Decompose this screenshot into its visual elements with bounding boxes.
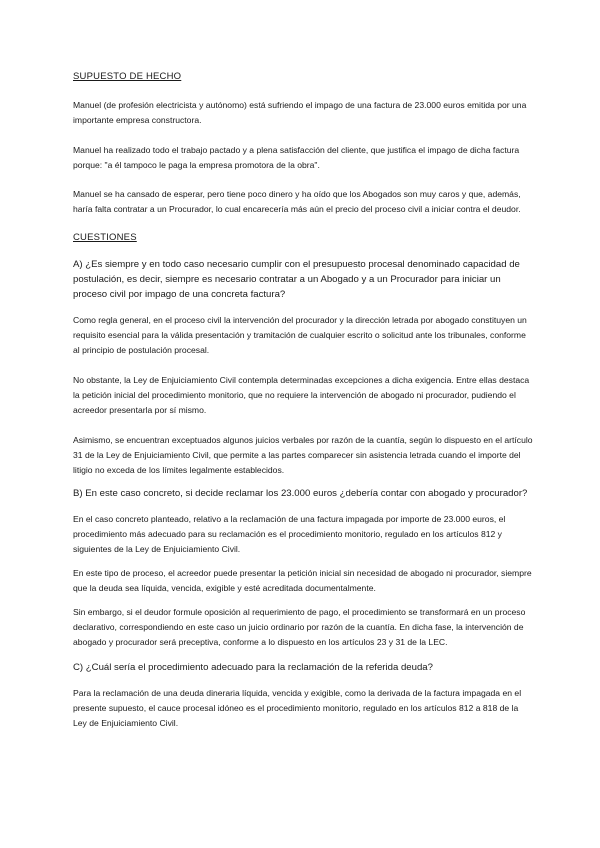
answer-b-paragraph-3: Sin embargo, si el deudor formule oposición al requerimiento de pago, el procedimiento se transformará en un proceso declarativo, correspondiendo en este caso un juicio ordinario por razón de la cuantía. En dicha fase, la intervención de abogado y procurador será preceptiva, conforme a lo dispuesto en los artículos 23 y 31 de la LEC. bbox=[73, 607, 526, 647]
answer-b-paragraph-1: En el caso concreto planteado, relativo a la reclamación de una factura impagada por importe de 23.000 euros, el procedimiento más adecuado para su reclamación es el procedimiento monitorio, regulado en los artículos 812 y siguientes de la Ley de Enjuiciamiento Civil. bbox=[73, 514, 506, 554]
question-b: B) En este caso concreto, si decide reclamar los 23.000 euros ¿debería contar con abogado y procurador? bbox=[73, 488, 528, 499]
facts-heading: SUPUESTO DE HECHO bbox=[73, 71, 182, 82]
question-a: A) ¿Es siempre y en todo caso necesario cumplir con el presupuesto procesal denominado capacidad de postulación, es decir, siempre es necesario contratar a un Abogado y a un Procurador para iniciar un proceso civil por impago de una concreta factura? bbox=[73, 259, 520, 300]
document-page bbox=[73, 70, 533, 731]
questions-heading: CUESTIONES bbox=[73, 232, 137, 243]
answer-a-paragraph-3: Asimismo, se encuentran exceptuados algunos juicios verbales por razón de la cuantía, según lo dispuesto en el artículo 31 de la Ley de Enjuiciamiento Civil, que permite a las partes comparecer sin asistencia letrada cuando el importe del litigio no exceda de los límites legalmente establecidos. bbox=[73, 435, 533, 475]
answer-c-paragraph-1: Para la reclamación de una deuda dineraria líquida, vencida y exigible, como la derivada de la factura impagada en el presente supuesto, el cauce procesal idóneo es el procedimiento monitorio, regulado en los artículos 812 a 818 de la Ley de Enjuiciamiento Civil. bbox=[73, 688, 522, 728]
facts-paragraph-3: Manuel se ha cansado de esperar, pero tiene poco dinero y ha oído que los Abogados son muy caros y que, además, haría falta contratar a un Procurador, lo cual encarecería más aún el precio del proceso civil a iniciar contra el deudor. bbox=[73, 189, 521, 214]
answer-a-paragraph-1: Como regla general, en el proceso civil la intervención del procurador y la dirección letrada por abogado constituyen un requisito esencial para la válida presentación y tramitación de cualquier escrito o solicitud ante los tribunales, conforme al principio de postulación procesal. bbox=[73, 315, 527, 355]
question-c: C) ¿Cuál sería el procedimiento adecuado para la reclamación de la referida deuda? bbox=[73, 662, 433, 673]
facts-paragraph-1: Manuel (de profesión electricista y autónomo) está sufriendo el impago de una factura de 23.000 euros emitida por una importante empresa constructora. bbox=[73, 100, 527, 125]
answer-a-paragraph-2: No obstante, la Ley de Enjuiciamiento Civil contempla determinadas excepciones a dicha exigencia. Entre ellas destaca la petición inicial del procedimiento monitorio, que no requiere la intervención de abogado ni procurador, pudiendo el acreedor presentarla por sí mismo. bbox=[73, 375, 530, 415]
answer-b-paragraph-2: En este tipo de proceso, el acreedor puede presentar la petición inicial sin necesidad de abogado ni procurador, siempre que la deuda sea líquida, vencida, exigible y esté acreditada documentalmente. bbox=[73, 568, 532, 593]
facts-paragraph-2: Manuel ha realizado todo el trabajo pactado y a plena satisfacción del cliente, que justifica el impago de dicha factura porque: "a él tampoco le paga la empresa promotora de la obra". bbox=[73, 145, 520, 170]
